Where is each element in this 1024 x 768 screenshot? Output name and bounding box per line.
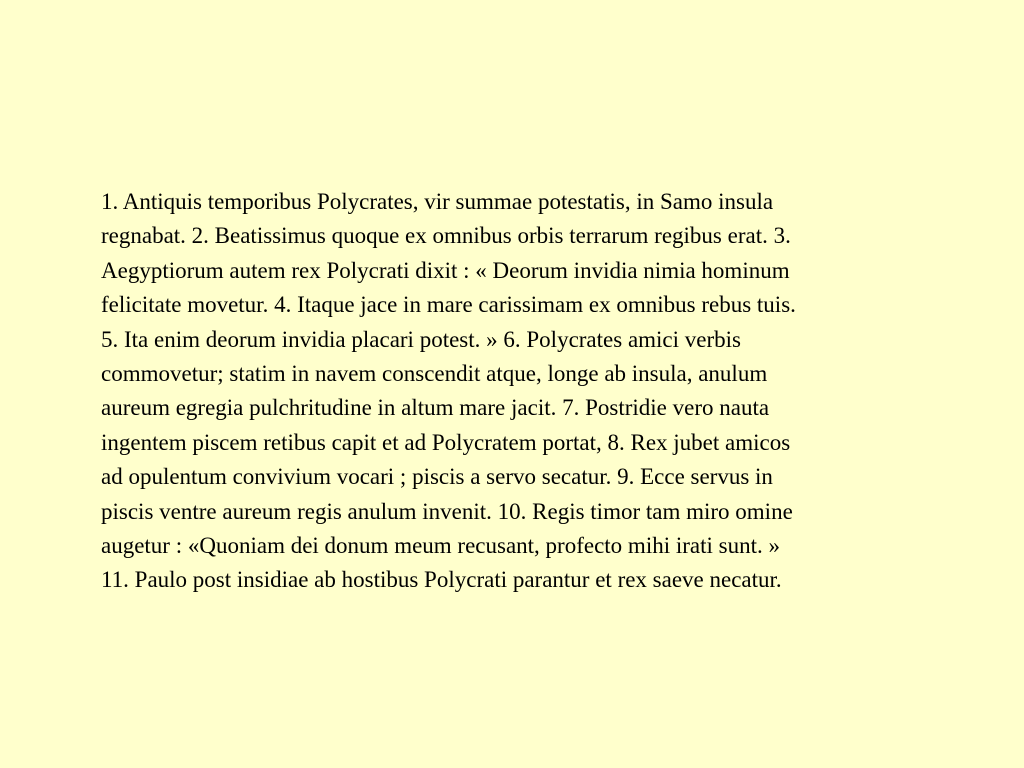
passage-line: ingentem piscem retibus capit et ad Polycratem portat, 8. Rex jubet amicos bbox=[101, 429, 791, 455]
passage-line: 11. Paulo post insidiae ab hostibus Polycrati parantur et rex saeve necatur. bbox=[101, 567, 782, 593]
passage-line: piscis ventre aureum regis anulum invenit. 10. Regis timor tam miro omine bbox=[101, 498, 793, 524]
passage-line: augetur : «Quoniam dei donum meum recusant, profecto mihi irati sunt. » bbox=[101, 533, 780, 559]
passage-line: regnabat. 2. Beatissimus quoque ex omnibus orbis terrarum regibus erat. 3. bbox=[101, 223, 791, 249]
passage-line: 1. Antiquis temporibus Polycrates, vir summae potestatis, in Samo insula bbox=[101, 189, 774, 214]
passage-line: commovetur; statim in navem conscendit atque, longe ab insula, anulum bbox=[101, 361, 768, 387]
passage-line: aureum egregia pulchritudine in altum mare jacit. 7. Postridie vero nauta bbox=[101, 395, 770, 421]
passage-line: felicitate movetur. 4. Itaque jace in mare carissimam ex omnibus rebus tuis. bbox=[101, 292, 796, 318]
passage-line: 5. Ita enim deorum invidia placari potest. » 6. Polycrates amici verbis bbox=[101, 326, 741, 352]
passage-line: ad opulentum convivium vocari ; piscis a servo secatur. 9. Ecce servus in bbox=[101, 464, 773, 490]
passage-line: Aegyptiorum autem rex Polycrati dixit : « Deorum invidia nimia hominum bbox=[101, 257, 790, 283]
latin-passage bbox=[101, 185, 981, 598]
